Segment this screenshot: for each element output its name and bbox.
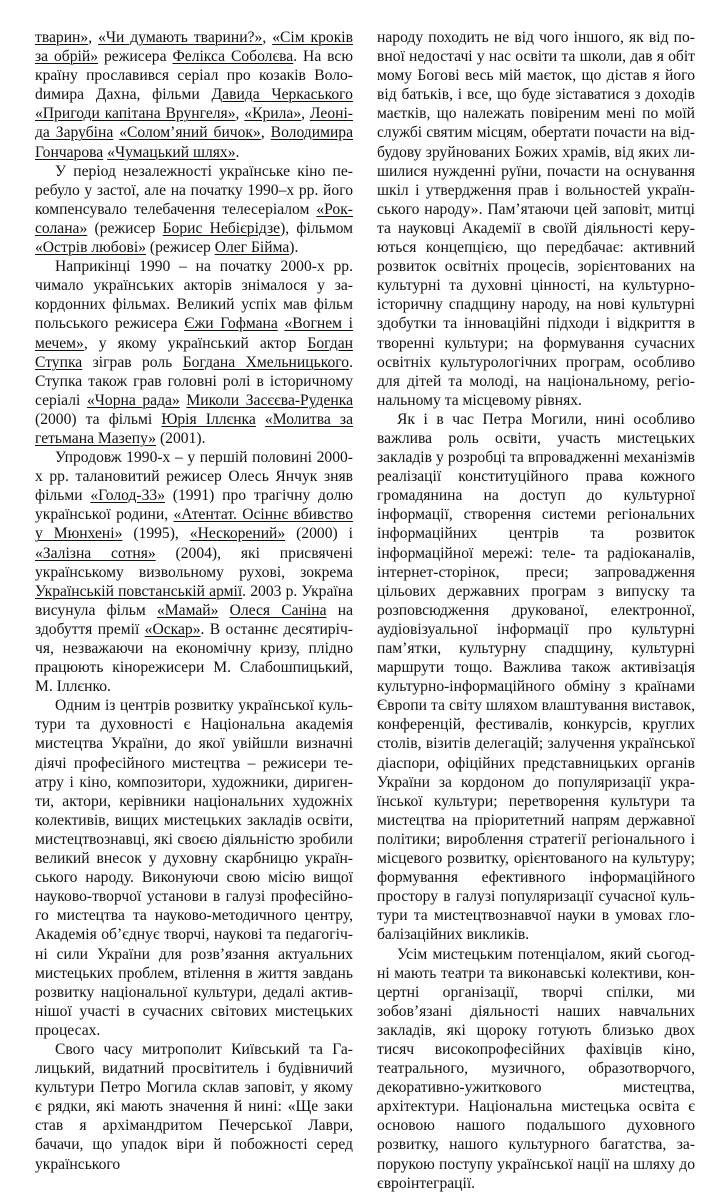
text-run: ), фільмом xyxy=(280,219,353,237)
text-run: У період незалежності українське кіно перебуло у застої, але на початку 1990–х рр. його компенсувало телебачення телесеріалом xyxy=(35,162,353,218)
wiki-link[interactable]: «Сім кроків за обрій» xyxy=(35,29,353,66)
wiki-link[interactable]: «Роксолана» xyxy=(35,200,353,237)
text-run: , xyxy=(88,29,99,46)
text-run: ). xyxy=(289,239,299,257)
text-run: Одним із центрів розвитку української культури та духовності є Національна академія мистецтва України, до якої увійшли визначні діячі професійного мистецтва – режисери театру і кіно, композитори, художники, диригенти, актори, керівники національних художніх колективів, вищих мистецьких закладів освіти, мистецтвознавці, які своєю діяльністю зробили великий внесок у духовну скарбницю українського народу. Виконуючи свою місію вищої науково-творчої установи в галузі професійного мистецтва та науково-методичного центру, Академія об’єднує творчі, наукові та педагогічні сили України для розв’язання актуальних мистецьких проблем, втілення в життя завдань розвитку національної культури, дедалі активнішої участі в сучасних світових мистецьких процесах. xyxy=(35,697,353,1039)
text-run: . xyxy=(235,143,240,161)
wiki-link[interactable]: Миколи Засєєва-Руденка xyxy=(186,391,354,409)
text-run: Наприкінці 1990 – на початку 2000-х рр. чимало українських акторів знімалося у закордонних фільмах. Великий успіх мав фільм польського режисера xyxy=(35,258,353,333)
wiki-link[interactable]: «Чумацький шлях» xyxy=(107,143,236,161)
text-run: режисера xyxy=(98,48,173,66)
wiki-link[interactable]: «Пригоди капітана Врунгеля» xyxy=(35,105,236,123)
document-page xyxy=(35,28,695,1192)
wiki-link[interactable]: Володимира Гончарова xyxy=(35,124,354,161)
text-run: Як і в час Петра Могили, нині особливо важлива роль освіти, участь мистецьких закладів у розробці та впровадженні механізмів реалізації конституційного права кожного громадянина на доступ до культурної інформації, створення системи регіональних інформаційних центрів та розвиток інформаційної мережі: теле- та радіоканалів, інтернет-сторінок, преси; запровадження цільових державних програм з випуску та розповсюдження друкованої, електронної, аудіовізуальної інформації про культурні пам’ятки, культурну спадщину, культурні маршрути тощо. Важлива також активізація культурно-інформаційного обміну з країнами Європи та світу шляхом влаштування виставок, конференцій, фестивалів, конкурсів, круглих столів, візитів делегацій; залучення української діаспори, офіційних представницьких органів України за кордоном до популяризації української культури; перетворення культури та мистецтва на пріоритетний напрям державної політики; вироблення стратегії регіонального і місцевого розвитку, орієнтованого на культуру; формування ефективного інформаційного простору в галузі популяризації сучасної культури та мистецтвознавчої науки в умовах глобалізаційних викликів. xyxy=(377,410,695,944)
paragraph xyxy=(35,257,353,448)
text-run: Упродовж 1990-х – у першій половині 2000-х рр. талановитий режисер Олесь Янчук зняв фільми xyxy=(35,449,353,505)
wiki-link[interactable]: Українській повстанській армії xyxy=(35,582,243,600)
text-run: на здобуття премії xyxy=(35,601,353,638)
text-run: народу походить не від чого іншого, як від повної недостачі у нас освіти та школи, дав я обіт мому Богові весь мій маєток, що дістав я його від батьків, і все, що буде зіставатися з доходів маєтків, що належать повіреним мені по моїй службі святим місцям, обертати почасти на відбудову зруйнованих Божих храмів, від яких лишилися нужденні руїни, почасти на оснування шкіл і утвердження прав і вольностей українського народу». Пам’ятаючи цей заповіт, митці та науковці Академії в своїй діяльності керуються концепцією, що передбачає: активний розвиток освітніх процесів, зорієнтованих на культурні та духовні цінності, на культурно-історичну спадщину народу, на нові культурні здобутки та інноваційні підходи і відкриття в творенні культури; на формування сучасних освітніх культурологічних програм, особливо для дітей та молоді, на національному, регіональному та місцевому рівнях. xyxy=(377,29,695,409)
text-run: . На всю країну прославився серіал про козаків Волоdимира Дахна, фільми xyxy=(35,48,354,104)
wiki-link[interactable]: Богдана Хмельницького xyxy=(182,353,350,371)
text-run: . В останнє десятиріччя, незважаючи на економічну кризу, плідно працюють кінорежисери М. Слабошпицький, М. Іллєнко. xyxy=(35,620,353,696)
text-run: , xyxy=(260,124,271,142)
wiki-link[interactable]: «Крила» xyxy=(244,105,302,123)
text-run: , xyxy=(262,29,273,46)
paragraph-continued xyxy=(377,28,695,410)
text-run: Усім мистецьким потенціалом, який сьогодні мають театри та виконавські колективи, концертні організації, творчі спілки, ми зобов’язані діяльності наших навчальних закладів, які щороку готують близько двох тисяч високопрофесійних фахівців кіно, театрального, музичного, образотворчого, декоративно-ужиткового мистецтва, архітектури. Національна мистецька освіта є основою нашого подальшого духовного розвитку, нашого культурного багатства, запорукою поступу української нації на шляху до євроінтеграції. xyxy=(377,945,695,1192)
paragraph xyxy=(35,696,353,1040)
left-column xyxy=(35,28,354,1173)
wiki-link[interactable]: «Мамай» xyxy=(156,601,219,619)
right-column xyxy=(377,28,695,1192)
wiki-link[interactable]: тварин» xyxy=(35,29,89,46)
wiki-link[interactable]: «Атентат. Осіннє вбивство у Мюнхені» xyxy=(35,506,353,543)
text-run: (1995), xyxy=(122,525,190,543)
text-run: , у якому український актор xyxy=(83,334,308,352)
wiki-link[interactable]: Олеся Саніна xyxy=(229,601,327,619)
wiki-link[interactable]: «Острів любові» xyxy=(35,239,147,257)
text-run xyxy=(256,411,265,428)
text-run: (1991) про трагічну долю української родини, xyxy=(35,487,354,524)
text-run: Свого часу митрополит Київський та Галицький, видатний просвітитель і будівничий культури Петро Могила склав заповіт, у якому є рядки, які мають значення й нині: «Ще заки став я архімандритом Печерської Лаври, бачачи, що упадок віри й побожності серед українського xyxy=(35,1040,353,1173)
wiki-link[interactable]: «Залізна сотня» xyxy=(35,544,156,562)
paragraph-continued xyxy=(35,28,353,162)
wiki-link[interactable]: Єжи Гофмана xyxy=(184,315,278,333)
wiki-link[interactable]: Богдан Ступка xyxy=(35,334,353,371)
wiki-link[interactable]: Фелікса Соболєва xyxy=(172,48,294,66)
wiki-link[interactable]: «Оскар» xyxy=(144,620,201,638)
text-run: , xyxy=(235,105,245,123)
wiki-link[interactable]: Давида Черкаського xyxy=(211,86,353,104)
wiki-link[interactable]: «Чи думають тварини?» xyxy=(98,29,263,46)
wiki-link[interactable]: «Голод-33» xyxy=(90,487,166,505)
text-run xyxy=(218,602,229,619)
text-run: (2001). xyxy=(156,429,206,447)
text-run: зіграв роль xyxy=(82,353,183,371)
wiki-link[interactable]: Борис Небієрідзе xyxy=(162,219,281,237)
wiki-link[interactable]: «Нескорений» xyxy=(189,525,286,543)
text-run: (2000) та фільмі xyxy=(35,410,162,428)
wiki-link[interactable]: «Молитва за гетьмана Мазепу» xyxy=(35,410,353,447)
text-run: . 2003 р. Україна висунула фільм xyxy=(35,582,353,619)
paragraph xyxy=(35,448,353,696)
wiki-link[interactable]: Олег Бійма xyxy=(214,239,290,257)
text-run: (режисер xyxy=(87,219,163,237)
text-run: . Ступка також грав головні ролі в історичному серіалі xyxy=(35,353,353,409)
wiki-link[interactable]: «Вогнем і мечем» xyxy=(35,315,353,352)
wiki-link[interactable]: Юрія Іллєнка xyxy=(161,410,256,428)
wiki-link[interactable]: Леоніда Зарубіна xyxy=(35,105,353,142)
wiki-link[interactable]: «Солом’яний бичок» xyxy=(119,124,261,142)
paragraph xyxy=(35,1040,353,1174)
text-run: , xyxy=(301,105,310,123)
text-run: (режисер xyxy=(146,239,215,257)
wiki-link[interactable]: «Чорна рада» xyxy=(86,391,180,409)
text-run: (2004), які присвячені українському визвольному рухові, зокрема xyxy=(35,544,353,581)
text-run: (2000) і xyxy=(285,525,353,543)
paragraph xyxy=(35,162,353,257)
paragraph xyxy=(377,410,695,945)
